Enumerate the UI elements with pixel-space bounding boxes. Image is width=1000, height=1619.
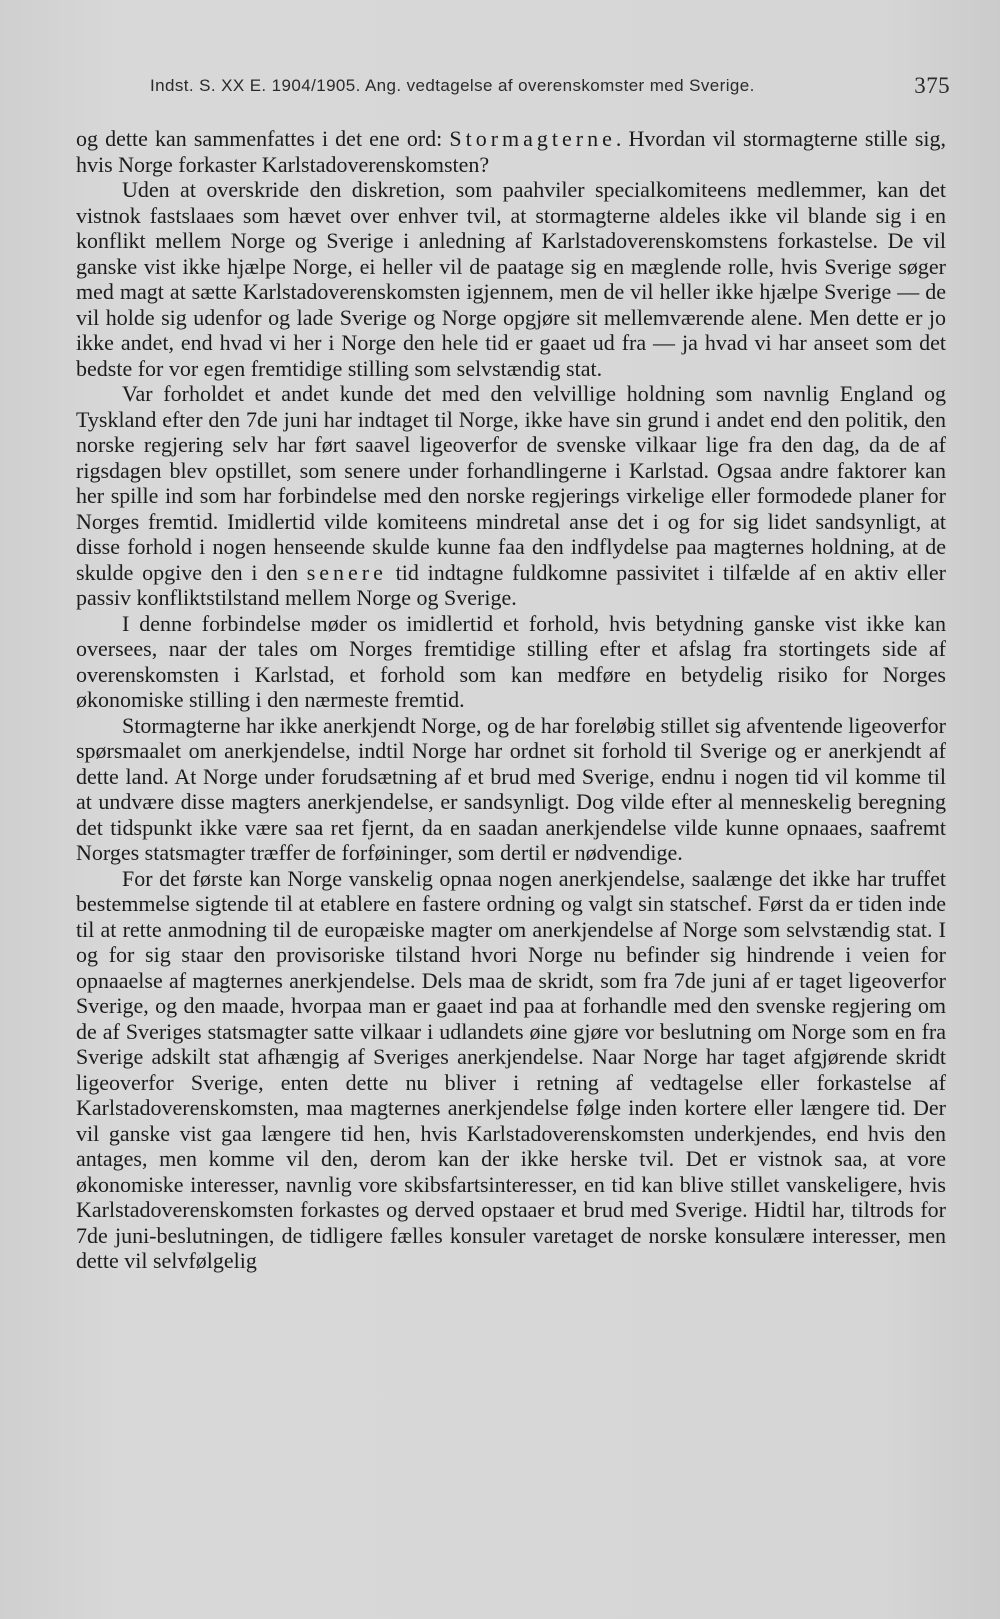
running-header — [150, 73, 950, 102]
paragraph-3-text-end: tid indtagne fuldkomne passivitet i tilfælde af en aktiv eller passiv konfliktstilstand mellem Norge og Sverige. — [76, 559, 946, 610]
paragraph-3 — [76, 381, 946, 611]
paragraph-4: I denne forbindelse møder os imidlertid et forhold, hvis betydning ganske vist ikke kan oversees, naar der tales om Norges fremtidige stilling efter et afslag fra stortingets side af overenskomsten i Karlstad, et forhold som kan medføre en betydelig risiko for Norges økonomiske stilling i den nærmeste fremtid. — [76, 610, 946, 712]
paragraph-3-text-start: Var forholdet et andet kunde det med den velvillige holdning som navnlig England og Tyskland efter den 7de juni har indtaget til Norge, ikke have sin grund i andet end den politik, den norske regjering selv har ført saavel ligeoverfor de svenske vilkaar lige fra den dag, da de af rigsdagen blev opstillet, som senere under forhandlingerne i Karlstad. Ogsaa andre faktorer kan her spille ind som har forbindelse med den norske regjerings virkelige eller formodede planer for Norges fremtid. Imidlertid vilde komiteens mindretal anse det i og for sig lidet sandsynligt, at disse forhold i nogen henseende skulde kunne faa den indflydelse paa magternes holdning, at de skulde opgive den i den — [76, 381, 946, 585]
header-title: Indst. S. XX E. 1904/1905. Ang. vedtagelse af overenskomster med Sverige. — [150, 76, 755, 95]
paragraph-1 — [76, 126, 946, 177]
paragraph-1-text-start: og dette kan sammenfattes i det ene ord: — [76, 126, 450, 151]
emphasized-word: Stormagterne — [449, 126, 616, 151]
paragraph-1-text-end: . Hvordan vil stormagterne stille sig, hvis Norge forkaster Karlstadoverenskomsten? — [76, 126, 946, 177]
page-number: 375 — [914, 73, 950, 98]
paragraph-5: Stormagterne har ikke anerkjendt Norge, og de har foreløbig stillet sig afventende ligeoverfor spørsmaalet om anerkjendelse, indtil Norge har ordnet sit forhold til Sverige og er anerkjendt af dette land. At Norge under forudsætning af et brud med Sverige, endnu i nogen tid vil komme til at undvære disse magters anerkjendelse, er sandsynligt. Dog vilde efter al menneskelig beregning det tidspunkt ikke være saa ret fjernt, da en saadan anerkjendelse vilde kunne opnaaes, saafremt Norges statsmagter træffer de forføininger, som dertil er nødvendige. — [76, 712, 946, 865]
body-text — [76, 126, 946, 1274]
emphasized-word: senere — [306, 559, 387, 585]
paragraph-2: Uden at overskride den diskretion, som paahviler specialkomiteens medlemmer, kan det vistnok fastslaaes som hævet over enhver tvil, at stormagterne aldeles ikke vil blande sig i en konflikt mellem Norge og Sverige i anledning af Karlstadoverenskomstens forkastelse. De vil ganske vist ikke hjælpe Norge, ei heller vil de paatage sig en mæglende rolle, hvis Sverige søger med magt at sætte Karlstadoverenskomsten igjennem, men de vil heller ikke hjælpe Sverige — de vil holde sig udenfor og lade Sverige og Norge opgjøre sit mellemværende alene. Men dette er jo ikke andet, end hvad vi her i Norge den hele tid er gaaet ud fra — ja hvad vi har anseet som det bedste for vor egen fremtidige stilling som selvstændig stat. — [76, 177, 946, 381]
paragraph-6: For det første kan Norge vanskelig opnaa nogen anerkjendelse, saalænge det ikke har truffet bestemmelse sigtende til at etablere en fastere ordning og valgt sin statschef. Først da er tiden inde til at rette anmodning til de europæiske magter om anerkjendelse af Norge som selvstændig stat. I og for sig staar den provisoriske tilstand hvori Norge nu befinder sig hindrende i veien for opnaaelse af magternes anerkjendelse. Dels maa de skridt, som fra 7de juni af er taget ligeoverfor Sverige, og den maade, hvorpaa man er gaaet ind paa at forhandle med den svenske regjering om de af Sveriges statsmagter satte vilkaar i udlandets øine gjøre vor beslutning om Norge som en fra Sverige adskilt stat afhængig af Sveriges anerkjendelse. Naar Norge har taget afgjørende skridt ligeoverfor Sverige, enten dette nu bliver i retning af vedtagelse eller forkastelse af Karlstadoverenskomsten, maa magternes anerkjendelse følge inden kortere eller længere tid. Der vil ganske vist gaa længere tid hen, hvis Karlstadoverenskomsten underkjendes, end hvis den antages, men komme vil den, derom kan der ikke herske tvil. Det er vistnok saa, at vore økonomiske interesser, navnlig vore skibsfartsinteresser, en tid kan blive stillet vanskeligere, hvis Karlstadoverenskomsten forkastes og derved opstaaer et brud med Sverige. Hidtil har, tiltrods for 7de juni-beslutningen, de tidligere fælles konsuler varetaget de norske konsulære interesser, men dette vil selvfølgelig — [76, 865, 946, 1273]
